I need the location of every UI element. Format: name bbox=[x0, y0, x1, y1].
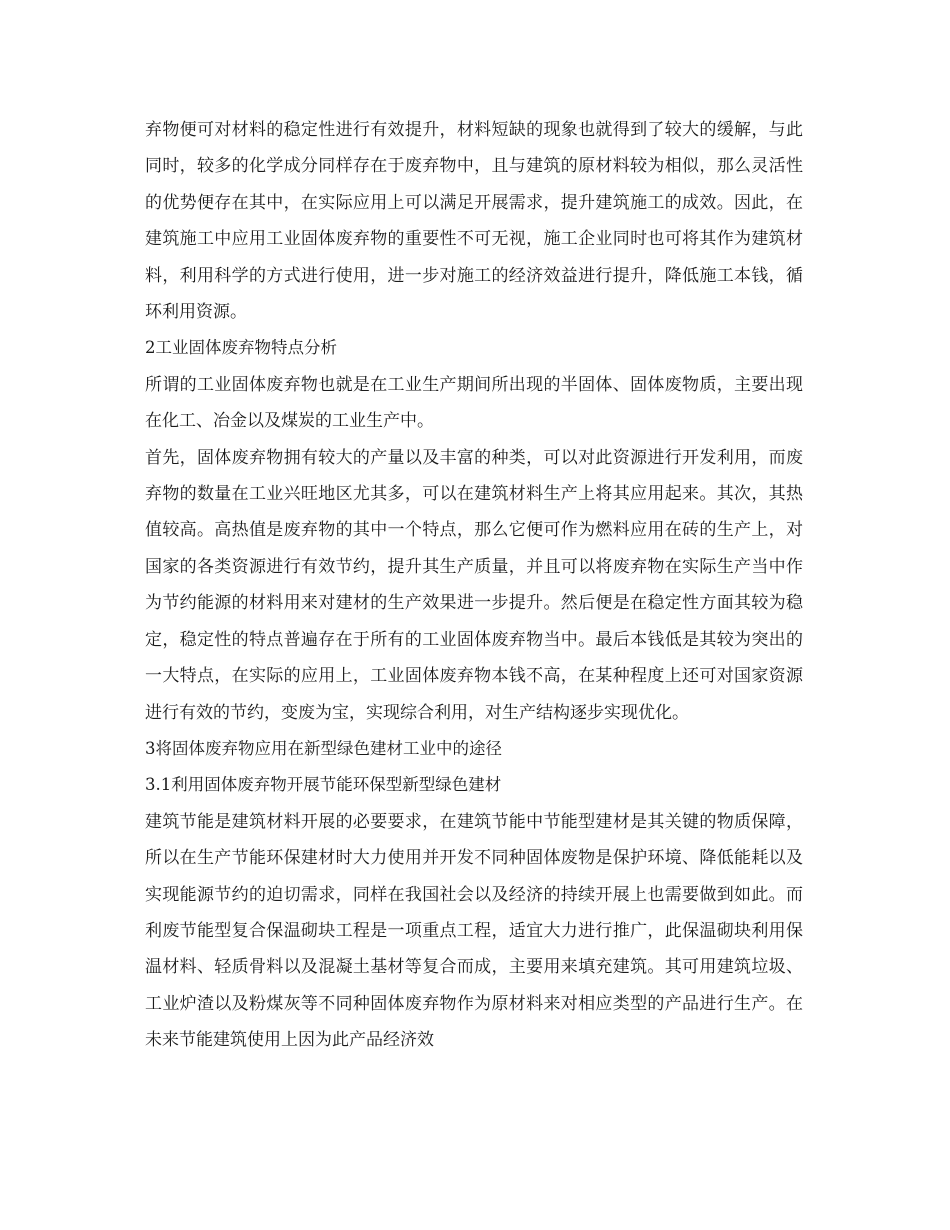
body-paragraph-4: 建筑节能是建筑材料开展的必要要求，在建筑节能中节能型建材是其关键的物质保障，所以在生产节能环保建材时大力使用并开发不同种固体废物是保护环境、降低能耗以及实现能源节约的迫切需求，同样在我国社会以及经济的持续开展上也需要做到如此。而利废节能型复合保温砌块工程是一项重点工程，适宜大力进行推广，此保温砌块利用保温材料、轻质骨料以及混凝土基材等复合而成，主要用来填充建筑。其可用建筑垃圾、工业炉渣以及粉煤灰等不同种固体废弃物作为原材料来对相应类型的产品进行生产。在未来节能建筑使用上因为此产品经济效 bbox=[145, 811, 803, 1051]
section-heading-2: 2工业固体废弃物特点分析 bbox=[145, 338, 337, 358]
body-paragraph-1: 弃物便可对材料的稳定性进行有效提升，材料短缺的现象也就得到了较大的缓解，与此同时，较多的化学成分同样存在于废弃物中，且与建筑的原材料较为相似，那么灵活性的优势便存在其中，在实际应用上可以满足开展需求，提升建筑施工的成效。因此，在建筑施工中应用工业固体废弃物的重要性不可无视，施工企业同时也可将其作为建筑材料，利用科学的方式进行使用，进一步对施工的经济效益进行提升，降低施工本钱，循环利用资源。 bbox=[145, 120, 803, 323]
body-paragraph-3: 首先，固体废弃物拥有较大的产量以及丰富的种类，可以对此资源进行开发利用，而废弃物的数量在工业兴旺地区尤其多，可以在建筑材料生产上将其应用起来。其次，其热值较高。高热值是废弃物的其中一个特点，那么它便可作为燃料应用在砖的生产上，对国家的各类资源进行有效节约，提升其生产质量，并且可以将废弃物在实际生产当中作为节约能源的材料用来对建材的生产效果进一步提升。然后便是在稳定性方面其较为稳定，稳定性的特点普遍存在于所有的工业固体废弃物当中。最后本钱低是其较为突出的一大特点，在实际的应用上，工业固体废弃物本钱不高，在某种程度上还可对国家资源进行有效的节约，变废为宝，实现综合利用，对生产结构逐步实现优化。 bbox=[145, 447, 803, 723]
subsection-heading-3-1: 3.1利用固体废弃物开展节能环保型新型绿色建材 bbox=[145, 775, 502, 795]
section-heading-3: 3将固体废弃物应用在新型绿色建材工业中的途径 bbox=[145, 738, 502, 758]
document-body bbox=[145, 112, 803, 1059]
body-paragraph-2: 所谓的工业固体废弃物也就是在工业生产期间所出现的半固体、固体废物质，主要出现在化工、冶金以及煤炭的工业生产中。 bbox=[145, 374, 803, 432]
